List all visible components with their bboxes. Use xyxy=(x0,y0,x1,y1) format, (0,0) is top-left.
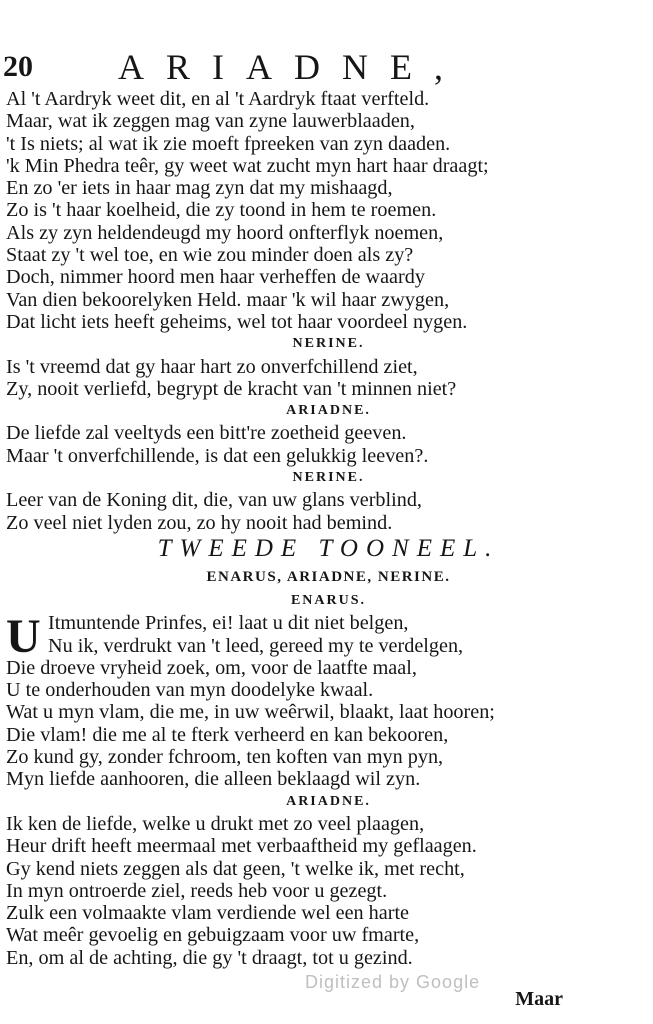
verse-line: Die droeve vryheid zoek, om, voor de laatfte maal, xyxy=(6,656,417,679)
verse-line: Maar, wat ik zeggen mag van zyne lauwerblaaden, xyxy=(6,110,415,133)
verse-line: Staat zy 't wel toe, en wie zou minder doen als zy? xyxy=(6,244,414,267)
speaker-heading: ARIADNE. xyxy=(286,793,371,809)
scene-title: TWEEDE TOONEEL. xyxy=(157,534,500,562)
verse-line: Doch, nimmer hoord men haar verheffen de waardy xyxy=(6,266,425,289)
verse-line: Als zy zyn heldendeugd my hoord onfterflyk noemen, xyxy=(6,221,444,244)
verse-line: Heur drift heeft meermaal met verbaaftheid my geflaagen. xyxy=(6,835,477,858)
speaker-heading: NERINE. xyxy=(292,470,365,486)
digitization-watermark: Digitized by Google xyxy=(305,972,481,992)
verse-line: Zulk een volmaakte vlam verdiende wel een harte xyxy=(6,902,410,925)
verse-line: Maar 't onverfchillende, is dat een gelukkig leeven?. xyxy=(6,444,429,467)
verse-line: Gy kend niets zeggen als dat geen, 't welke ik, met recht, xyxy=(6,857,465,880)
speaker-heading: NERINE. xyxy=(292,336,365,352)
verse-block-3 xyxy=(6,422,651,467)
verse-line: 'k Min Phedra teêr, gy weet wat zucht myn hart haar draagt; xyxy=(6,154,489,177)
verse-line: Van dien bekoorelyken Held. maar 'k wil haar zwygen, xyxy=(6,288,450,311)
page-number: 20 xyxy=(3,50,33,83)
verse-block-1 xyxy=(6,88,651,333)
verse-line: Zo veel niet lyden zou, zo hy nooit had bemind. xyxy=(6,511,393,534)
verse-line: Die vlam! die me al te fterk verheerd en kan bekooren, xyxy=(6,723,449,746)
verse-line: In myn ontroerde ziel, reeds heb voor u gezegt. xyxy=(6,879,388,902)
page-header xyxy=(0,46,653,86)
catchword: Maar xyxy=(515,988,563,1010)
scene-characters: ENARUS, ARIADNE, NERINE. xyxy=(206,568,451,585)
verse-line: Zo kund gy, zonder fchroom, ten koften van myn pyn, xyxy=(6,746,444,769)
verse-line: Nu ik, verdrukt van 't leed, gereed my te verdelgen, xyxy=(48,634,464,657)
verse-line: Leer van de Koning dit, die, van uw glans verblind, xyxy=(6,489,422,512)
verse-block-4 xyxy=(6,489,651,534)
verse-line: Zo is 't haar koelheid, die zy toond in hem te roemen. xyxy=(6,199,437,222)
verse-line: Wat u myn vlam, die me, in uw weêrwil, blaakt, laat hooren; xyxy=(6,701,495,724)
speaker-heading: ENARUS. xyxy=(290,592,367,608)
verse-line: Dat licht iets heeft geheims, wel tot haar voordeel nygen. xyxy=(6,310,468,333)
verse-line: De liefde zal veeltyds een bitt're zoetheid geeven. xyxy=(6,422,407,445)
verse-line: Al 't Aardryk weet dit, en al 't Aardryk ftaat verfteld. xyxy=(6,88,430,110)
verse-line: En, om al de achting, die gy 't draagt, tot u gezind. xyxy=(6,946,413,969)
verse-text xyxy=(6,88,651,969)
verse-line: Ik ken de liefde, welke u drukt met zo veel plaagen, xyxy=(6,812,425,835)
verse-line: Wat meêr gevoelig en gebuigzaam voor uw fmarte, xyxy=(6,924,420,947)
running-title: ARIADNE, xyxy=(118,47,465,87)
drop-cap: U xyxy=(6,610,41,664)
verse-line: Zy, nooit verliefd, begrypt de kracht van 't minnen niet? xyxy=(6,377,457,400)
verse-line: En zo 'er iets in haar mag zyn dat my mishaagd, xyxy=(6,177,393,200)
speaker-heading: ARIADNE. xyxy=(286,403,371,419)
verse-line: Itmuntende Prinfes, ei! laat u dit niet belgen, xyxy=(48,612,409,635)
verse-line: U te onderhouden van myn doodelyke kwaal. xyxy=(6,679,374,702)
verse-line: 't Is niets; al wat ik zie moeft fpreeken van zyn daaden. xyxy=(6,132,451,155)
verse-block-2 xyxy=(6,356,651,401)
verse-block-5 xyxy=(6,612,651,790)
verse-line: Is 't vreemd dat gy haar hart zo onverfchillend ziet, xyxy=(6,355,418,378)
verse-line: Myn liefde aanhooren, die alleen beklaagd wil zyn. xyxy=(6,768,421,791)
verse-block-6 xyxy=(6,813,651,969)
